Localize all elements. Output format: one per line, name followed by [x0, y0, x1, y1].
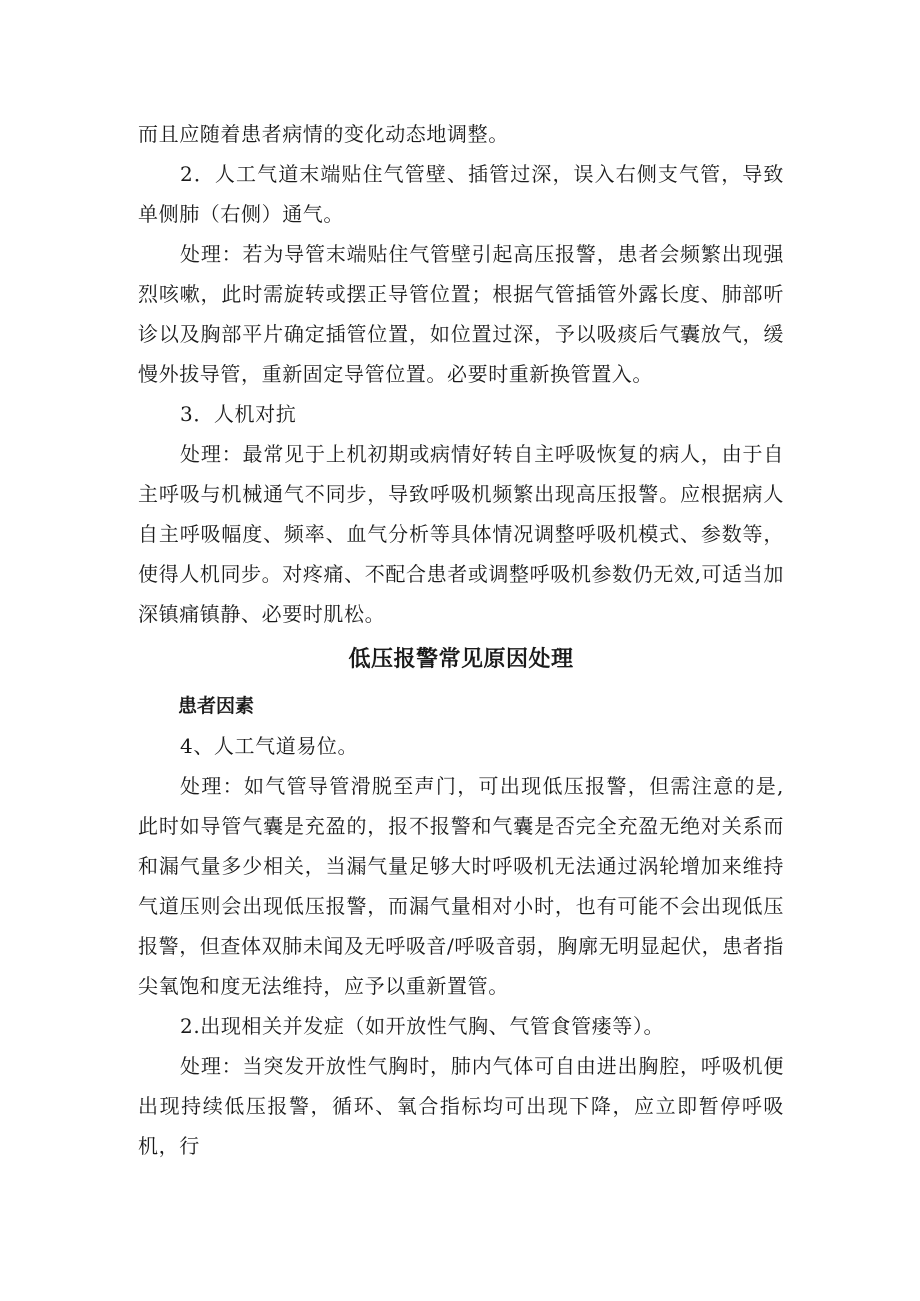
paragraph-item-2: 2．人工气道末端贴住气管壁、插管过深，误入右侧支气管，导致单侧肺（右侧）通气。 — [138, 162, 784, 226]
paragraph-item-3: 3．人机对抗 — [180, 402, 297, 426]
paragraph-treatment-2: 处理：若为导管末端贴住气管壁引起高压报警，患者会频繁出现强烈咳嗽，此时需旋转或摆正导管位置；根据气管插管外露长度、肺部听诊以及胸部平片确定插管位置，如位置过深，予以吸痰后气囊放气，缓慢外拔导管，重新固定导管位置。必要时重新换管置入。 — [138, 242, 784, 386]
section-title: 低压报警常见原因处理 — [348, 647, 574, 672]
paragraph-complication: 2.出现相关并发症（如开放性气胸、气管食管瘘等）。 — [180, 1014, 665, 1038]
document-page — [138, 114, 784, 1166]
paragraph-treatment-3: 处理：最常见于上机初期或病情好转自主呼吸恢复的病人，由于自主呼吸与机械通气不同步，导致呼吸机频繁出现高压报警。应根据病人自主呼吸幅度、频率、血气分析等具体情况调整呼吸机模式、参数等，使得人机同步。对疼痛、不配合患者或调整呼吸机参数仍无效,可适当加深镇痛镇静、必要时肌松。 — [138, 442, 784, 626]
paragraph-item-4: 4、人工气道易位。 — [180, 734, 359, 758]
paragraph-continuation: 而且应随着患者病情的变化动态地调整。 — [138, 122, 509, 146]
section-subtitle: 患者因素 — [178, 695, 255, 717]
paragraph-treatment-complication: 处理：当突发开放性气胸时，肺内气体可自由进出胸腔，呼吸机便出现持续低压报警，循环、氧合指标均可出现下降，应立即暂停呼吸机，行 — [138, 1054, 784, 1158]
paragraph-treatment-4: 处理：如气管导管滑脱至声门，可出现低压报警，但需注意的是,此时如导管气囊是充盈的，报不报警和气囊是否完全充盈无绝对关系而和漏气量多少相关，当漏气量足够大时呼吸机无法通过涡轮增加来维持气道压则会出现低压报警，而漏气量相对小时，也有可能不会出现低压报警，但查体双肺未闻及无呼吸音/呼吸音弱，胸廓无明显起伏，患者指尖氧饱和度无法维持，应予以重新置管。 — [138, 774, 784, 998]
